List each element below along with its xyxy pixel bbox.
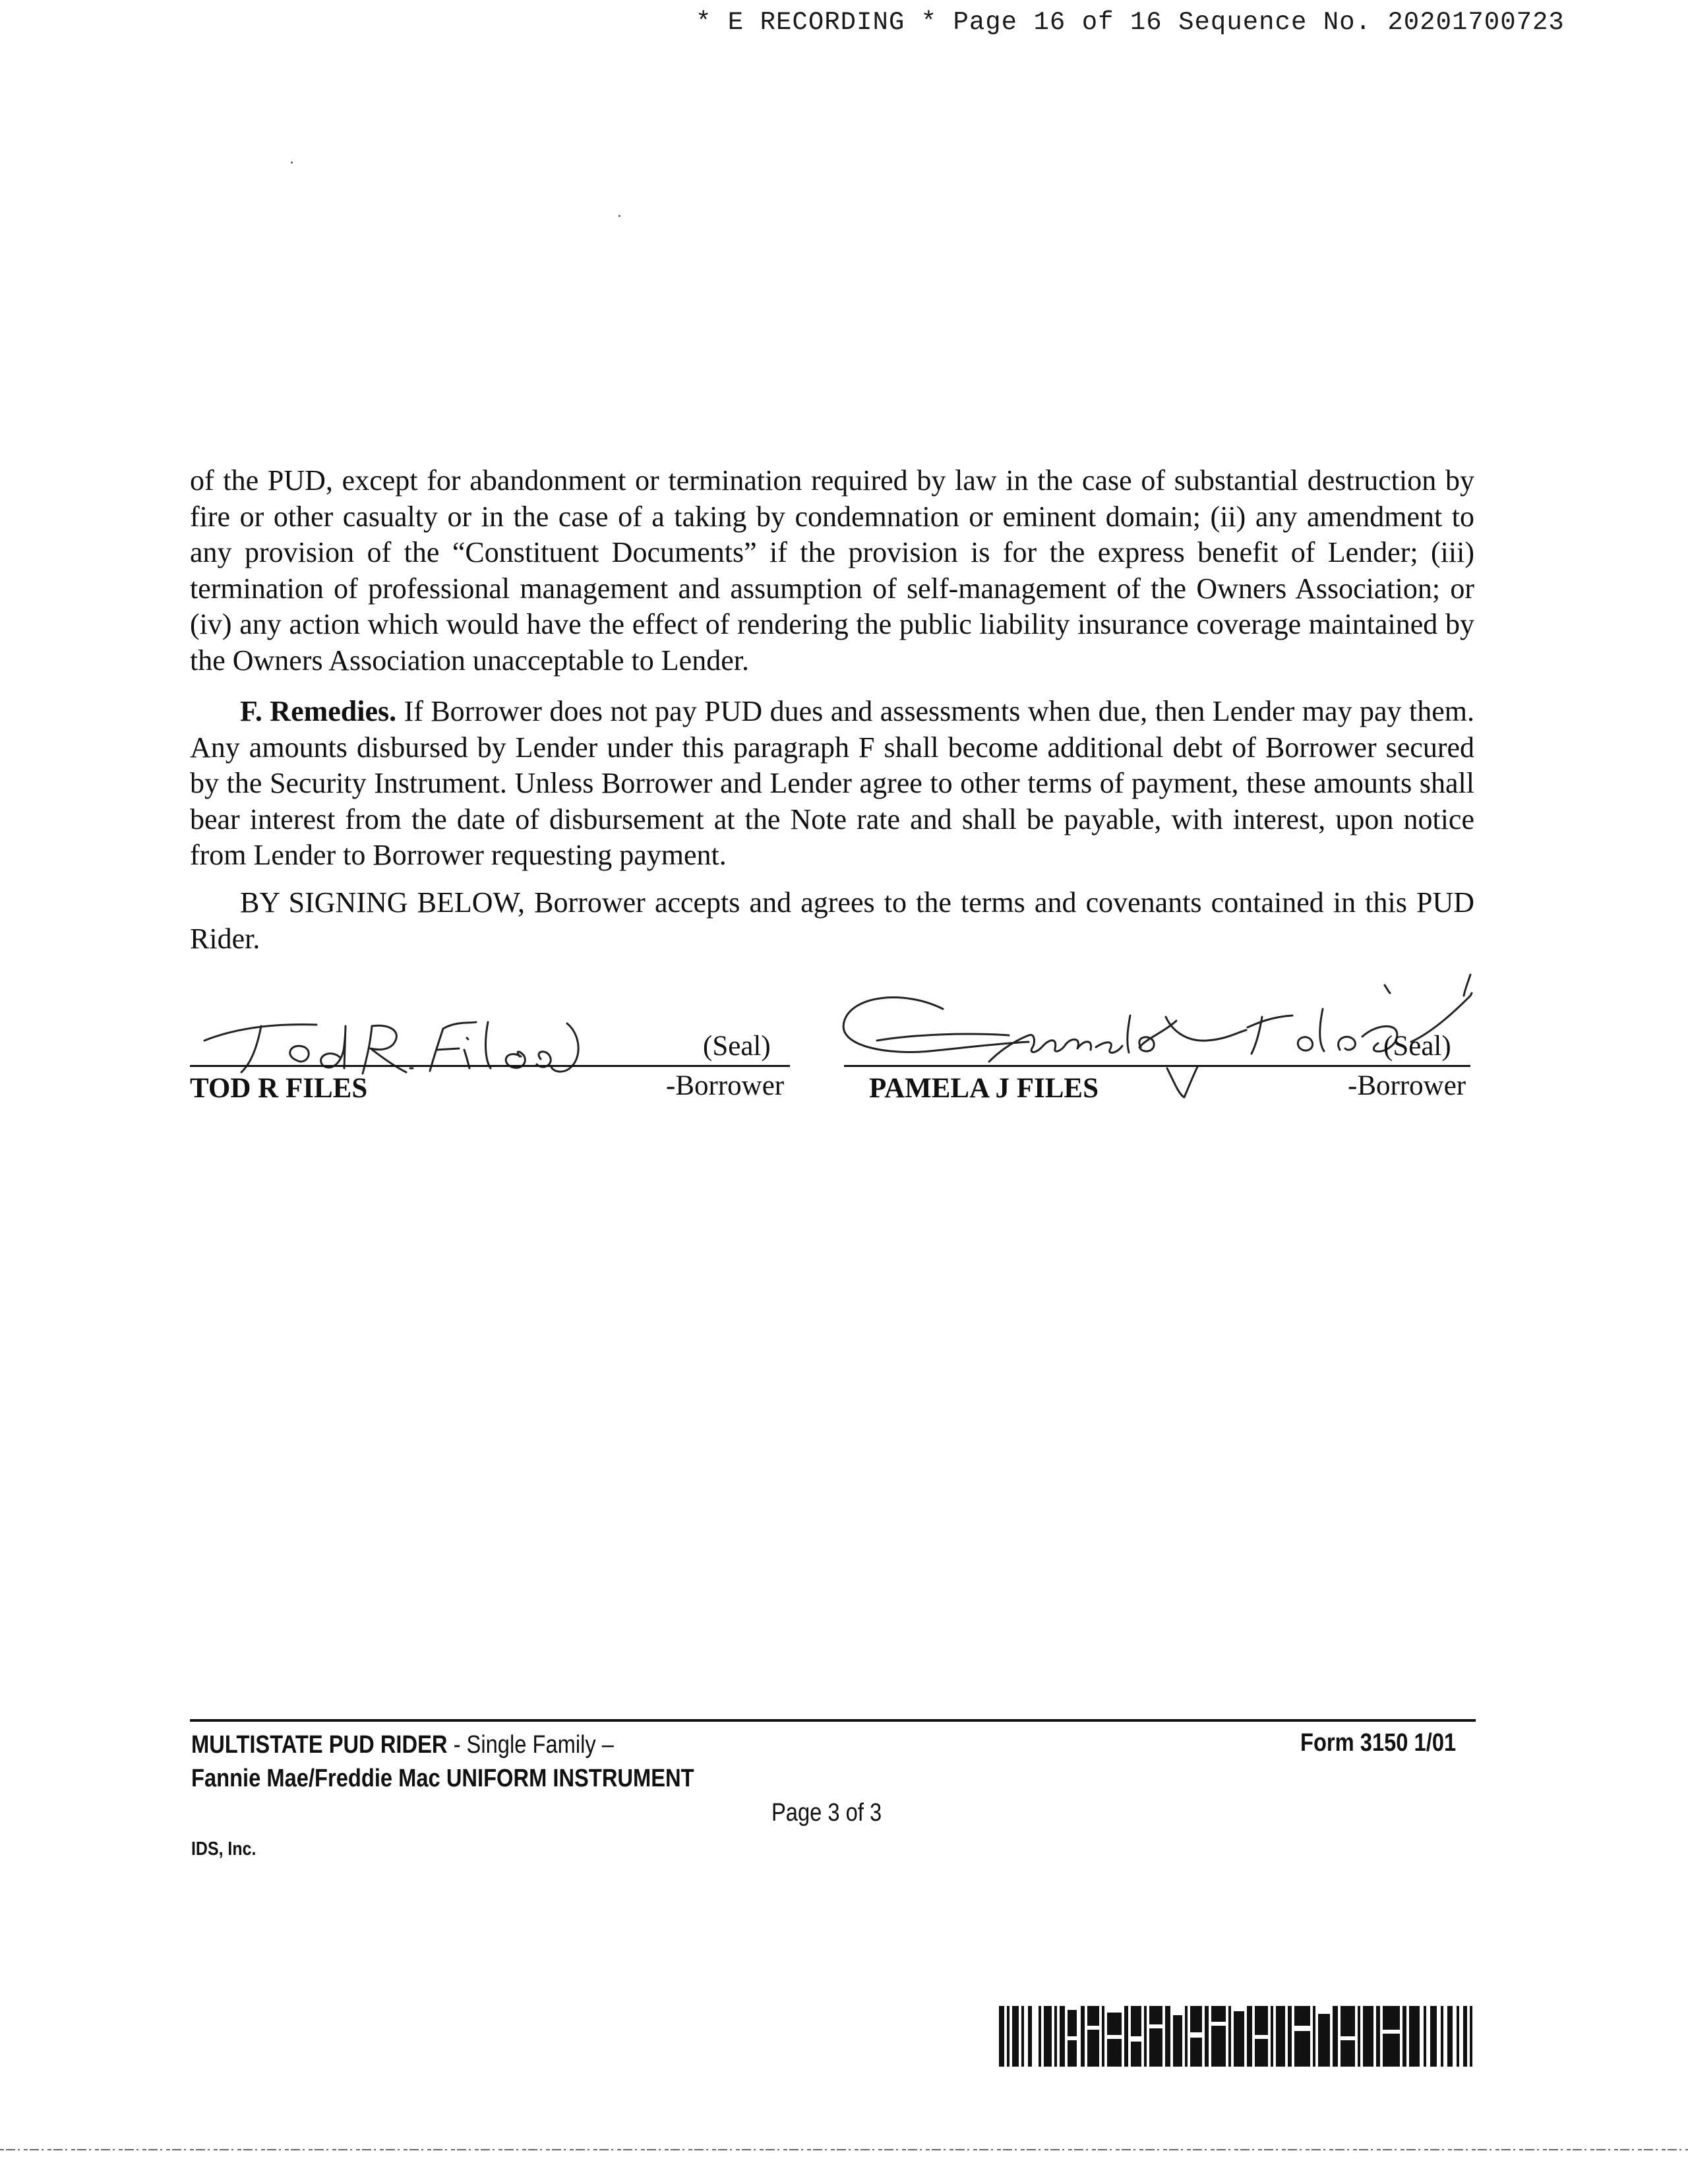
recording-header: * E RECORDING * Page 16 of 16 Sequence No. 20201700723 (696, 8, 1565, 37)
form-title: MULTISTATE PUD RIDER (191, 1731, 448, 1759)
paragraph-text: of the PUD, except for abandonment or termination required by law in the case of substantial destruction by fire or other casualty or in the case of a taking by condemnation or eminent domain; (ii) any amendment to any provision of the “Constituent Documents” if the provision is for the express benefit of Lender; (iii) termination of professional management and assumption of self-management of the Owners Association; or (iv) any action which would have the effect of rendering the public liability insurance coverage maintained by the Owners Association unacceptable to Lender. (190, 464, 1474, 677)
borrower-role: -Borrower (666, 1070, 785, 1101)
signing-statement (190, 885, 1474, 957)
vendor-label: IDS, Inc. (191, 1838, 256, 1860)
remedies-body: If Borrower does not pay PUD dues and assessments when due, then Lender may pay them. Any amounts disbursed by Lender under this paragraph F shall become additional debt of Borrower secured by the Security Instrument. Unless Borrower and Lender agree to other terms of payment, these amounts shall bear interest from the date of disbursement at the Note rate and shall be payable, with interest, upon notice from Lender to Borrower requesting payment. (190, 695, 1474, 871)
seal-label: (Seal) (703, 1031, 771, 1062)
borrower-role: -Borrower (1348, 1070, 1466, 1101)
borrower-name: TOD R FILES (190, 1073, 368, 1104)
signature-line (190, 1065, 790, 1067)
scan-edge-line (0, 2148, 1688, 2151)
paragraph-text (190, 694, 1474, 874)
form-number: Form 3150 1/01 (1300, 1729, 1457, 1757)
seal-label: (Seal) (1383, 1031, 1451, 1062)
signature-tod-files (198, 994, 607, 1080)
page-label: Page 3 of 3 (771, 1799, 882, 1827)
form-subtitle: - Single Family – (447, 1731, 614, 1759)
remedies-heading: F. Remedies. (240, 695, 397, 727)
form-line2: Fannie Mae/Freddie Mac UNIFORM INSTRUMENT (191, 1765, 694, 1792)
scan-speck (618, 215, 620, 217)
document-barcode (999, 2006, 1474, 2067)
rider-paragraph-continuation (190, 463, 1474, 679)
form-title-line (191, 1731, 614, 1759)
signature-line (844, 1065, 1470, 1067)
borrower-name: PAMELA J FILES (869, 1073, 1099, 1104)
footer-rule (190, 1719, 1476, 1722)
paragraph-text: BY SIGNING BELOW, Borrower accepts and agrees to the terms and covenants contained in this PUD Rider. (190, 886, 1474, 955)
scan-speck (291, 162, 293, 164)
remedies-paragraph (190, 694, 1474, 874)
